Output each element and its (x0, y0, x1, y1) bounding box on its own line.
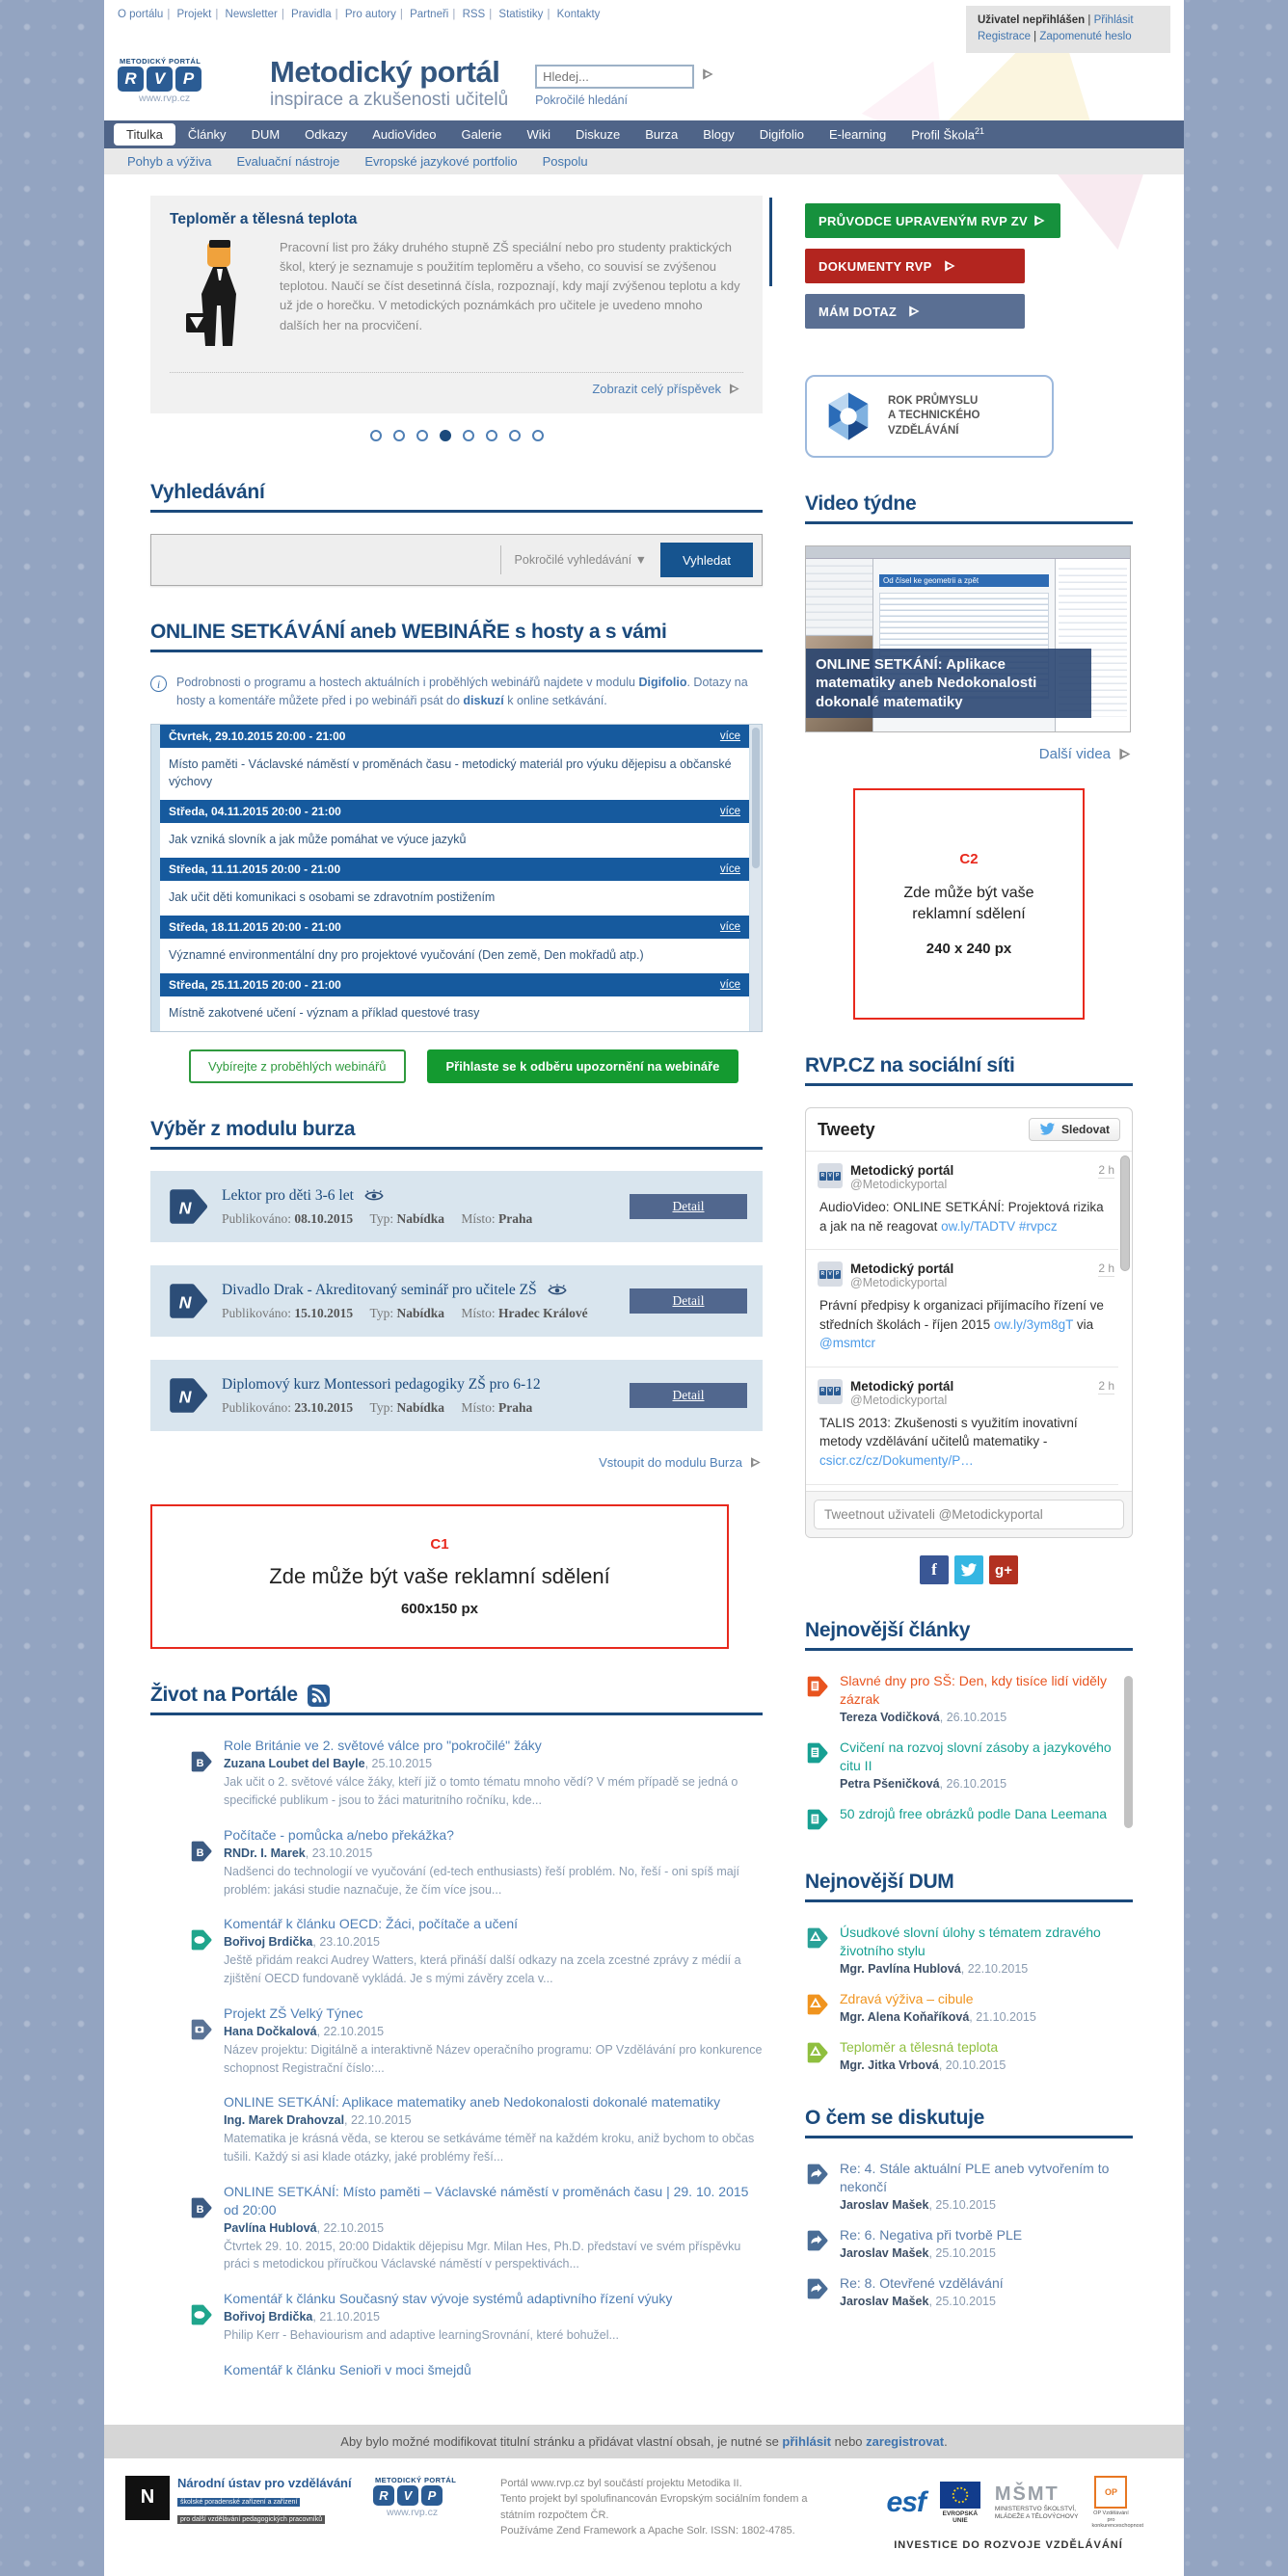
svg-text:B: B (196, 1846, 204, 1859)
blog-post-author: Zuzana Loubet del Bayle (224, 1757, 365, 1771)
blog-post-author: Bořivoj Brdička (224, 2310, 313, 2324)
article-item: Slavné dny pro SŠ: Den, kdy tisíce lidí viděly zázrak Tereza Vodičková, 26.10.2015 (805, 1672, 1117, 1724)
webinar-scrollbar[interactable] (750, 725, 762, 1032)
past-webinars-button[interactable]: Vybírejte z proběhlých webinářů (189, 1049, 406, 1083)
article-title[interactable]: Cvičení na rozvoj slovní zásoby a jazykového citu II (840, 1739, 1112, 1773)
tweet-time[interactable]: 2 h (1098, 1378, 1114, 1393)
site-title-block (270, 54, 509, 112)
more-videos-link[interactable]: Další videa (1039, 746, 1133, 762)
ad-placeholder-c2[interactable] (853, 788, 1085, 1020)
twitter-widget-title: Tweety (818, 1119, 875, 1139)
opvk-logo: OP OP Vzdělávání pro konkurenceschopnost (1091, 2476, 1130, 2530)
right-column (805, 196, 1133, 2396)
burza-item: N Lektor pro děti 3-6 let Publikováno: 08.10.2015 Typ: Nabídka Místo: Praha Detail (150, 1171, 763, 1242)
burza-detail-button[interactable]: Detail (630, 1288, 747, 1314)
site-title: Metodický portál (270, 54, 500, 89)
header (104, 53, 1184, 121)
top-link-pro-autory[interactable]: Pro autory (344, 9, 396, 20)
article-title[interactable]: 50 zdrojů free obrázků podle Dana Leemana (840, 1805, 1108, 1821)
blog-post-snippet: Philip Kerr - Behaviourism and adaptive learningSrovnání, které bohužel... (224, 2328, 619, 2343)
carousel-title: Teploměr a tělesná teplota (170, 211, 358, 228)
invest-slogan: INVESTICE DO ROZVOJE VZDĚLÁVÁNÍ (894, 2538, 1123, 2551)
nabidka-icon (166, 1186, 208, 1227)
webinar-topic[interactable]: Místně zakotvené učení - význam a příklad questové trasy (160, 996, 749, 1031)
logo-caption: METODICKÝ PORTÁL (120, 56, 201, 66)
webinar-more-link[interactable]: více (719, 805, 740, 817)
tweet-link[interactable]: ow.ly/3ym8gT (993, 1316, 1074, 1332)
top-bar (104, 0, 1184, 53)
webinar-more-link[interactable]: více (719, 921, 740, 934)
discussions-heading: O čem se diskutuje (805, 2107, 1133, 2138)
ad-code: C2 (959, 850, 979, 867)
blog-post-author: Bořivoj Brdička (224, 1935, 313, 1950)
top-link-newsletter[interactable]: Newsletter (225, 9, 278, 20)
svg-text:N: N (178, 1387, 192, 1407)
nav-tab-clanky[interactable]: Články (187, 127, 227, 143)
show-full-post-link[interactable]: Zobrazit celý příspěvek (592, 382, 741, 396)
carousel-dots (150, 429, 763, 446)
svg-text:B: B (196, 1758, 204, 1770)
register-link[interactable]: Registrace (978, 31, 1031, 43)
blog-post-author: RNDr. I. Marek (224, 1846, 306, 1860)
views-eye-icon (363, 1189, 385, 1203)
top-link-statistiky[interactable]: Statistiky (498, 9, 544, 20)
webinar-topic[interactable]: Jak vzniká slovník a jak může pomáhat ve výuce jazyků (160, 823, 749, 858)
arrow-right-icon (906, 304, 922, 319)
nav-tab-diskuze[interactable]: Diskuze (575, 127, 621, 143)
blog-post-date: 23.10.2015 (311, 1846, 373, 1860)
webinar-slide-title: Od čísel ke geometrii a zpět (879, 574, 1049, 587)
carousel-dot-1[interactable] (370, 430, 382, 441)
logo-letter-p: P (175, 66, 201, 92)
blog-post-author: Ing. Marek Drahovzal (224, 2113, 345, 2128)
burza-heading: Výběr z modulu burza (150, 1118, 763, 1150)
tweet[interactable]: R V P Metodický portál @Metodickyportal 2 h AudioVideo: ONLINE SETKÁNÍ: Projektová rizika a jak na ně reagovat ow.ly/TADTV #rvpcz (806, 1152, 1118, 1250)
nav-tab-titulka[interactable]: Titulka (114, 123, 175, 146)
column-divider (769, 198, 772, 286)
top-links: O portálu | Projekt | Newsletter | Pravidla | Pro autory | Partneři | RSS | Statistiky | Kontakty (118, 9, 601, 20)
blog-post-author: Pavlína Hublová (224, 2220, 317, 2235)
blog-post-snippet: Ještě přidám reakci Audrey Watters, která přináší další odkazy na zcela zcestné zprávy z médií a zjištění OECD fundovaně vykládá. Je s mými závěry zcela v... (224, 1953, 741, 1986)
twitter-bird-icon (1039, 1123, 1056, 1136)
video-heading: Video týdne (805, 492, 1133, 524)
login-link[interactable]: Přihlásit (1093, 14, 1134, 26)
rok-prumyslu-logo (820, 388, 876, 444)
carousel-dot-8[interactable] (532, 430, 544, 441)
googleplus-icon[interactable]: g+ (989, 1555, 1018, 1584)
blog-post-snippet: Matematika je krásná věda, se kterou se setkáváme téměř na každém kroku, aniž bychom to občas tušili. Každý si asi klade otázky, jaké problémy řeší... (224, 2132, 755, 2164)
nav-tab-odkazy[interactable]: Odkazy (305, 127, 348, 143)
webinars-heading: ONLINE SETKÁVÁNÍ aneb WEBINÁŘE s hosty a s vámi (150, 621, 763, 652)
social-heading: RVP.CZ na sociální síti (805, 1054, 1133, 1086)
webinar-topic[interactable]: Jak učit děti komunikaci s osobami se zdravotním postižením (160, 881, 749, 916)
ad-placeholder-c1[interactable] (150, 1504, 729, 1649)
blog-post: Projekt ZŠ Velký Týnec Hana Dočkalová, 22.10.2015 Název projektu: Digitálně a interaktivně Název operačního programu: OP Vzdělávání pro konkurence schopnost Registrační číslo:... (150, 2005, 763, 2078)
blog-post-date: 21.10.2015 (319, 2310, 380, 2324)
webinar-topic[interactable]: Významné environmentální dny pro projektové vyučování (Den země, Den mokřadů atp.) (160, 939, 749, 973)
discussion-item: Re: 6. Negativa při tvorbě PLE Jaroslav Mašek, 25.10.2015 (805, 2226, 1133, 2260)
blog-icon (189, 2183, 212, 2273)
arrow-right-icon (748, 1455, 763, 1470)
carousel-dot-3[interactable] (416, 430, 428, 441)
carousel-dot-7[interactable] (509, 430, 521, 441)
latest-articles-heading: Nejnovější články (805, 1619, 1133, 1651)
burza-item-title[interactable]: Diplomový kurz Montessori pedagogiky ZŠ pro 6-12 (222, 1375, 541, 1393)
info-icon: i (150, 676, 167, 692)
header-search (535, 65, 715, 109)
arrow-right-icon (727, 382, 741, 396)
logo-url: www.rvp.cz (139, 92, 191, 104)
search-submit-icon[interactable] (700, 66, 715, 87)
tweet-mention[interactable]: @msmtcr (819, 1336, 875, 1351)
blog-heading-row (150, 1684, 763, 1715)
discussion-title[interactable]: Re: 6. Negativa při tvorbě PLE (840, 2226, 1023, 2243)
blog-post: B Počítače - pomůcka a/nebo překážka? RNDr. I. Marek, 23.10.2015 Nadšenci do technologií ve vyučování (ed-tech enthusiasts) řeší problém. No, řeší - oni spíš mají problém: jakási studie naznačuje, že čím více jsou... (150, 1826, 763, 1899)
discussion-icon (805, 2226, 830, 2260)
subnav-evaluacni-nastroje[interactable]: Evaluační nástroje (236, 154, 340, 170)
rss-icon[interactable] (308, 1685, 330, 1707)
top-link-o-portalu[interactable]: O portálu (118, 9, 164, 20)
advanced-search-link[interactable]: Pokročilé hledání (535, 93, 629, 107)
video-caption: ONLINE SETKÁNÍ: Aplikace matematiky aneb Nedokonalosti dokonalé matematiky (806, 649, 1091, 719)
main-nav (104, 120, 1184, 148)
tweet-link[interactable]: ow.ly/TADTV (941, 1218, 1016, 1234)
discussion-item: Re: 8. Otevřené vzdělávání Jaroslav Mašek, 25.10.2015 (805, 2274, 1133, 2308)
subnav-pohyb-a-vyziva[interactable]: Pohyb a výživa (127, 154, 212, 170)
rok-prumyslu-badge[interactable]: ROK PRŮMYSLU A TECHNICKÉHO VZDĚLÁVÁNÍ (805, 375, 1054, 458)
blog-post: B Role Británie ve 2. světové válce pro "pokročilé" žáky Zuzana Loubet del Bayle, 25.10.2015 Jak učit o 2. světové válce žáky, kteří již o tomto tématu mnoho vědí? V mém případě se jedná o specifické publikum - jsou to žáci maturitního ročníku, kde... (150, 1737, 763, 1810)
twitter-bird-icon (960, 1563, 978, 1578)
nuv-subtitle: pro další vzdělávání pedagogických pracovníků (177, 2515, 325, 2524)
video-thumbnail[interactable] (805, 545, 1131, 732)
login-bar: Aby bylo možné modifikovat titulní stránku a přidávat vlastní obsah, je nutné se přihlásit nebo zaregistrovat. (104, 2425, 1184, 2458)
search-section-heading: Vyhledávání (150, 481, 763, 513)
carousel-dot-5[interactable] (463, 430, 474, 441)
nav-tab-blogy[interactable]: Blogy (703, 127, 735, 143)
nav-tab-audiovideo[interactable]: AudioVideo (372, 127, 437, 143)
main-content (104, 174, 1184, 2425)
webinar-row-header: Středa, 25.11.2015 20:00 - 21:00 více (160, 973, 749, 996)
blog-post-title[interactable]: Komentář k článku OECD: Žáci, počítače a učení (224, 1916, 519, 1932)
dum-item: Zdravá výživa – cibule Mgr. Alena Koňaříková, 21.10.2015 (805, 1990, 1133, 2024)
discussion-title[interactable]: Re: 8. Otevřené vzdělávání (840, 2274, 1004, 2291)
webinar-row-header: Středa, 11.11.2015 20:00 - 21:00 více (160, 858, 749, 881)
nabidka-icon (166, 1281, 208, 1321)
blog-post-title[interactable]: ONLINE SETKÁNÍ: Aplikace matematiky aneb Nedokonalosti dokonalé matematiky (224, 2094, 721, 2111)
article-title[interactable]: Slavné dny pro SŠ: Den, kdy tisíce lidí viděly zázrak (840, 1673, 1108, 1707)
tweet-to-input[interactable]: Tweetnout uživateli @Metodickyportal (814, 1500, 1124, 1529)
burza-detail-button[interactable]: Detail (630, 1383, 747, 1408)
footer-text: Portál www.rvp.cz byl součástí projektu Metodika II. Tento projekt byl spolufinancován Evropským sociálním fondem a státním rozpočtem ČR. Používáme Zend Framework a Apache Solr. ISSN: 1802-4785. (500, 2477, 808, 2537)
blog-post-snippet: Jak učit o 2. světové válce žáky, kteří již o tomto tématu mnoho vědí? V mém případě se jedná o specifické publikum - jsou to žáci maturitního ročníku, kde... (224, 1775, 738, 1808)
burza-item-title[interactable]: Divadlo Drak - Akreditovaný seminář pro učitele ZŠ (222, 1281, 537, 1298)
nuv-name: Národní ústav pro vzdělávání (177, 2475, 352, 2490)
blog-post-title[interactable]: Počítače - pomůcka a/nebo překážka? (224, 1826, 454, 1843)
digifolio-link[interactable]: Digifolio (638, 676, 687, 690)
blog-post-title[interactable]: Role Británie ve 2. světové válce pro "pokročilé" žáky (224, 1738, 542, 1754)
views-eye-icon (547, 1284, 568, 1297)
top-link-kontakty[interactable]: Kontakty (556, 9, 601, 20)
nuv-logo-block[interactable] (125, 2476, 352, 2526)
blog-post (150, 2361, 763, 2379)
carousel-dot-4-active[interactable] (440, 430, 451, 441)
user-status: Uživatel nepřihlášen (978, 14, 1086, 26)
blog-post-snippet: Čtvrtek 29. 10. 2015, 20:00 Didaktik dějepisu Mgr. Milan Hes, Ph.D. představí ve svém příspěvku práci s metodickou příručkou Václavské náměstí v perspektivách... (224, 2239, 741, 2271)
rvp-documents-button[interactable]: DOKUMENTY RVP (805, 249, 1025, 283)
nav-tab-digifolio[interactable]: Digifolio (759, 127, 804, 143)
nav-tab-wiki[interactable]: Wiki (526, 127, 550, 143)
blog-post: Komentář k článku OECD: Žáci, počítače a učení Bořivoj Brdička, 23.10.2015 Ještě přidám reakci Audrey Watters, která přináší další odkazy na zcela zcestné zprávy z médií a zjištění OECD fundovaně vykládá. Je s mými závěry zcela v... (150, 1915, 763, 1988)
twitter-icon[interactable] (954, 1555, 983, 1584)
left-column (150, 196, 763, 2396)
login-bar-login-link[interactable]: přihlásit (782, 2433, 831, 2449)
discussion-item: Re: 4. Stále aktuální PLE aneb vytvořením to nekončí Jaroslav Mašek, 25.10.2015 (805, 2160, 1133, 2212)
eu-flag: EVROPSKÁ UNIE (939, 2482, 981, 2524)
tweet-time[interactable]: 2 h (1098, 1261, 1114, 1276)
logo-blocks (118, 66, 262, 92)
subnav-pospolu[interactable]: Pospolu (542, 154, 588, 170)
comment-icon (189, 1915, 212, 1988)
rvp-logo[interactable] (118, 57, 262, 104)
tweet[interactable] (806, 1485, 1118, 1492)
advanced-search-dropdown[interactable]: Pokročilé vyhledávání ▼ (500, 545, 660, 574)
article-item: Cvičení na rozvoj slovní zásoby a jazykového citu II Petra Pšeničková, 26.10.2015 (805, 1739, 1117, 1791)
question-button[interactable]: MÁM DOTAZ (805, 294, 1025, 329)
promo-buttons (805, 196, 1133, 329)
twitter-scrollbar[interactable] (1120, 1155, 1130, 1271)
blog-post: ONLINE SETKÁNÍ: Aplikace matematiky aneb Nedokonalosti dokonalé matematiky Ing. Marek Drahovzal, 22.10.2015 Matematika je krásná věda, se kterou se setkáváme téměř na každém kroku, aniž bychom to občas tušili. Každý si asi klade otázky, jaké problémy řeší... (150, 2093, 763, 2166)
twitter-feed (806, 1152, 1132, 1491)
esf-logo: esf (886, 2485, 926, 2518)
latest-dum-list (805, 1924, 1133, 2072)
tweet[interactable]: R V P Metodický portál @Metodickyportal 2 h Právní předpisy k organizaci přijímacího řízení ve středních školách - říjen 2015 ow.ly/3ym8gT via @msmtcr (806, 1250, 1118, 1368)
avatar: R V P (818, 1379, 843, 1404)
sub-nav (104, 148, 1184, 174)
photo-icon (189, 2005, 212, 2078)
subnav-evropske-jazykove-portfolio[interactable]: Evropské jazykové portfolio (364, 154, 518, 170)
blog-post: Komentář k článku Současný stav vývoje systémů adaptivního řízení výuky Bořivoj Brdička, 21.10.2015 Philip Kerr - Behaviourism and adaptive learningSrovnání, které bohužel... (150, 2290, 763, 2345)
webinar-more-link[interactable]: více (719, 730, 740, 742)
page-container (104, 0, 1184, 2576)
user-box: Uživatel nepřihlášen | Přihlásit Registrace | Zapomenuté heslo (966, 6, 1170, 53)
tweet[interactable]: R V P Metodický portál @Metodickyportal 2 h TALIS 2013: Zkušenosti s využitím inovativní metody vzdělávání učitelů matematiky - csicr.cz/cz/Dokumenty/P… (806, 1368, 1118, 1485)
blog-post-title[interactable]: Komentář k článku Současný stav vývoje systémů adaptivního řízení výuky (224, 2291, 673, 2307)
dum-icon (805, 1990, 830, 2024)
burza-item-title[interactable]: Lektor pro děti 3-6 let (222, 1186, 354, 1204)
blog-post-date: 22.10.2015 (323, 2220, 385, 2235)
footer (104, 2458, 1184, 2576)
dum-item: Teploměr a tělesná teplota Mgr. Jitka Vrbová, 20.10.2015 (805, 2038, 1133, 2072)
svg-text:N: N (178, 1292, 192, 1313)
blog-post-date: 25.10.2015 (371, 1757, 433, 1771)
carousel-dot-6[interactable] (486, 430, 497, 441)
blog-heading: Život na Portále (150, 1684, 298, 1707)
burza-item: N Diplomový kurz Montessori pedagogiky ZŠ pro 6-12 Publikováno: 23.10.2015 Typ: Nabídka Místo: Praha Detail (150, 1360, 763, 1431)
webinar-more-link[interactable]: více (719, 863, 740, 875)
arrow-right-icon (942, 258, 957, 274)
discussion-title[interactable]: Re: 4. Stále aktuální PLE aneb vytvořením to nekončí (840, 2160, 1110, 2194)
dum-icon (805, 1924, 830, 1976)
carousel-text: Pracovní list pro žáky druhého stupně ZŠ speciální nebo pro studenty praktických škol, který je seznamuje s použitím teploměru a všeho, co souvisí se zvýšenou teplotou. Naučí se číst desetinná čísla, rozpoznají, kdy mají zvýšenou teplotu a kdy už jde o horečku. V metodických poznámkách pro učitele je uvedeno mnoho dalších her na procvičení. (280, 240, 740, 332)
subscribe-webinars-button[interactable]: Přihlaste se k odběru upozornění na webináře (427, 1049, 739, 1083)
blog-post-snippet: Nadšenci do technologií ve vyučování (ed-tech enthusiasts) řeší problém. No, řeší - oni spíš mají problém: jakási studie naznačuje, že čím více jsou... (224, 1864, 739, 1897)
blog-post: B ONLINE SETKÁNÍ: Místo paměti – Václavské náměstí v proměnách času | 29. 10. 2015 od 20:00 Pavlína Hublová, 22.10.2015 Čtvrtek 29. 10. 2015, 20:00 Didaktik dějepisu Mgr. Milan Hes, Ph.D. představí ve svém příspěvku práci s metodickou příručkou Václavské náměstí v perspektivách... (150, 2183, 763, 2273)
dum-item: Úsudkové slovní úlohy s tématem zdravého životního stylu Mgr. Pavlína Hublová, 22.10.2015 (805, 1924, 1133, 1976)
webinar-row-header: Středa, 18.11.2015 20:00 - 21:00 více (160, 916, 749, 939)
arrow-right-icon (1116, 746, 1133, 762)
blog-icon (189, 1737, 212, 1810)
discussion-icon (805, 2160, 830, 2212)
nav-tab-burza[interactable]: Burza (645, 127, 679, 143)
burza-item: N Divadlo Drak - Akreditovaný seminář pro učitele ZŠ Publikováno: 15.10.2015 Typ: Nabídka Místo: Hradec Králové Detail (150, 1265, 763, 1337)
blog-icon (189, 1826, 212, 1899)
login-bar-register-link[interactable]: zaregistrovat (866, 2433, 945, 2449)
nav-tab-profil-skola21[interactable]: Profil Škola$^{21}$ (911, 126, 985, 143)
nav-tab-galerie[interactable]: Galerie (461, 127, 502, 143)
logo-letter-r: R (118, 66, 144, 92)
svg-text:B: B (196, 2203, 204, 2216)
svg-text:N: N (178, 1198, 192, 1218)
ad-text: Zde může být vaše reklamní sdělení (269, 1564, 610, 1589)
ad-size: 240 x 240 px (926, 941, 1012, 958)
search-input[interactable] (151, 535, 500, 585)
discussions-link[interactable]: diskuzí (463, 693, 504, 707)
featured-carousel (150, 196, 763, 413)
rvp-guide-button[interactable]: PRŮVODCE UPRAVENÝM RVP ZV (805, 203, 1060, 238)
social-icons (805, 1555, 1133, 1584)
tweet-hashtag[interactable]: #rvpcz (1018, 1218, 1058, 1234)
blog-post-author: Hana Dočkalová (224, 2024, 317, 2038)
twitter-widget (805, 1107, 1133, 1538)
dum-title[interactable]: Úsudkové slovní úlohy s tématem zdravého životního stylu (840, 1924, 1101, 1958)
discussions-list (805, 2160, 1133, 2308)
ad-code: C1 (430, 1536, 449, 1554)
carousel-illustration (170, 238, 262, 359)
article-icon (805, 1739, 830, 1791)
blog-post-title[interactable]: ONLINE SETKÁNÍ: Místo paměti – Václavské náměstí v proměnách času | 29. 10. 2015 od 20:00 (224, 2183, 749, 2217)
search-button[interactable]: Vyhledat (660, 543, 753, 577)
ad-size: 600x150 px (400, 1601, 479, 1618)
ad-text: Zde může být vaše reklamní sdělení (903, 884, 1034, 923)
comment-icon (189, 2290, 212, 2345)
nuv-subtitle: školské poradenské zařízení a zařízení (177, 2498, 300, 2507)
dum-title[interactable]: Teploměr a tělesná teplota (840, 2038, 999, 2055)
blog-post-title[interactable]: Projekt ZŠ Velký Týnec (224, 2005, 363, 2021)
webinar-row-header: Středa, 04.11.2015 20:00 - 21:00 více (160, 800, 749, 823)
tweet-link[interactable]: csicr.cz/cz/Dokumenty/P… (819, 1452, 974, 1468)
avatar: R V P (818, 1163, 843, 1188)
nav-tab-elearning[interactable]: E-learning (828, 127, 887, 143)
msmt-logo: MŠMT MINISTERSTVO ŠKOLSTVÍ, MLÁDEŽE A TĚLOVÝCHOVY (994, 2483, 1079, 2521)
top-link-partneri[interactable]: Partneři (410, 9, 449, 20)
top-link-rss[interactable]: RSS (462, 9, 486, 20)
webinar-row-header: Čtvrtek, 29.10.2015 20:00 - 21:00 více (160, 725, 749, 748)
blog-post-date: 23.10.2015 (319, 1935, 380, 1950)
nuv-logo: N (125, 2476, 170, 2520)
search-box (150, 534, 763, 586)
follow-button[interactable]: Sledovat (1029, 1118, 1120, 1141)
webinar-topic[interactable]: Místo paměti - Václavské náměstí v proměnách času - metodický materiál pro výuku dějepisu a občanské výchovy (160, 748, 749, 800)
discussion-icon (805, 2274, 830, 2308)
forgot-password-link[interactable]: Zapomenuté heslo (1039, 31, 1132, 43)
logo-letter-v: V (147, 66, 173, 92)
arrow-right-icon (1032, 213, 1047, 228)
header-search-input[interactable] (535, 65, 694, 89)
blog-post-date: 22.10.2015 (351, 2113, 412, 2128)
tweet-time[interactable]: 2 h (1098, 1163, 1114, 1178)
avatar: R V P (818, 1261, 843, 1287)
top-link-projekt[interactable]: Projekt (176, 9, 212, 20)
footer-rvp-logo[interactable]: METODICKÝ PORTÁL R V P www.rvp.cz (375, 2475, 457, 2518)
webinar-more-link[interactable]: více (719, 979, 740, 992)
enter-burza-link[interactable]: Vstoupit do modulu Burza (599, 1455, 763, 1470)
latest-dum-heading: Nejnovější DUM (805, 1871, 1133, 1902)
dum-icon (805, 2038, 830, 2072)
carousel-dot-2[interactable] (393, 430, 405, 441)
blog-post-snippet: Název projektu: Digitálně a interaktivně Název operačního programu: OP Vzdělávání pro konkurence schopnost Registrační číslo:... (224, 2042, 763, 2075)
webinars-info: i Podrobnosti o programu a hostech aktuálních i proběhlých webinářů najdete v modulu Digifolio. Dotazy na hosty a komentáře můžete před i po webináři psát do diskuzí k online setkávání. (150, 674, 763, 710)
blog-post-date: 22.10.2015 (323, 2024, 385, 2038)
facebook-icon[interactable]: f (920, 1555, 949, 1584)
nav-tab-dum[interactable]: DUM (251, 127, 281, 143)
footer-eu-logos (854, 2476, 1163, 2551)
latest-articles-list (805, 1672, 1133, 1836)
article-item (805, 1805, 1117, 1836)
blog-post-title[interactable]: Komentář k článku Senioři v moci šmejdů (224, 2361, 471, 2377)
nabidka-icon (166, 1375, 208, 1416)
article-icon (805, 1672, 830, 1724)
article-icon (805, 1805, 830, 1836)
articles-scrollbar[interactable] (1124, 1676, 1133, 1828)
burza-detail-button[interactable]: Detail (630, 1194, 747, 1219)
site-subtitle: inspirace a zkušenosti učitelů (270, 90, 509, 111)
dum-title[interactable]: Zdravá výživa – cibule (840, 1990, 974, 2006)
webinar-list (150, 724, 763, 1033)
top-link-pravidla[interactable]: Pravidla (291, 9, 332, 20)
